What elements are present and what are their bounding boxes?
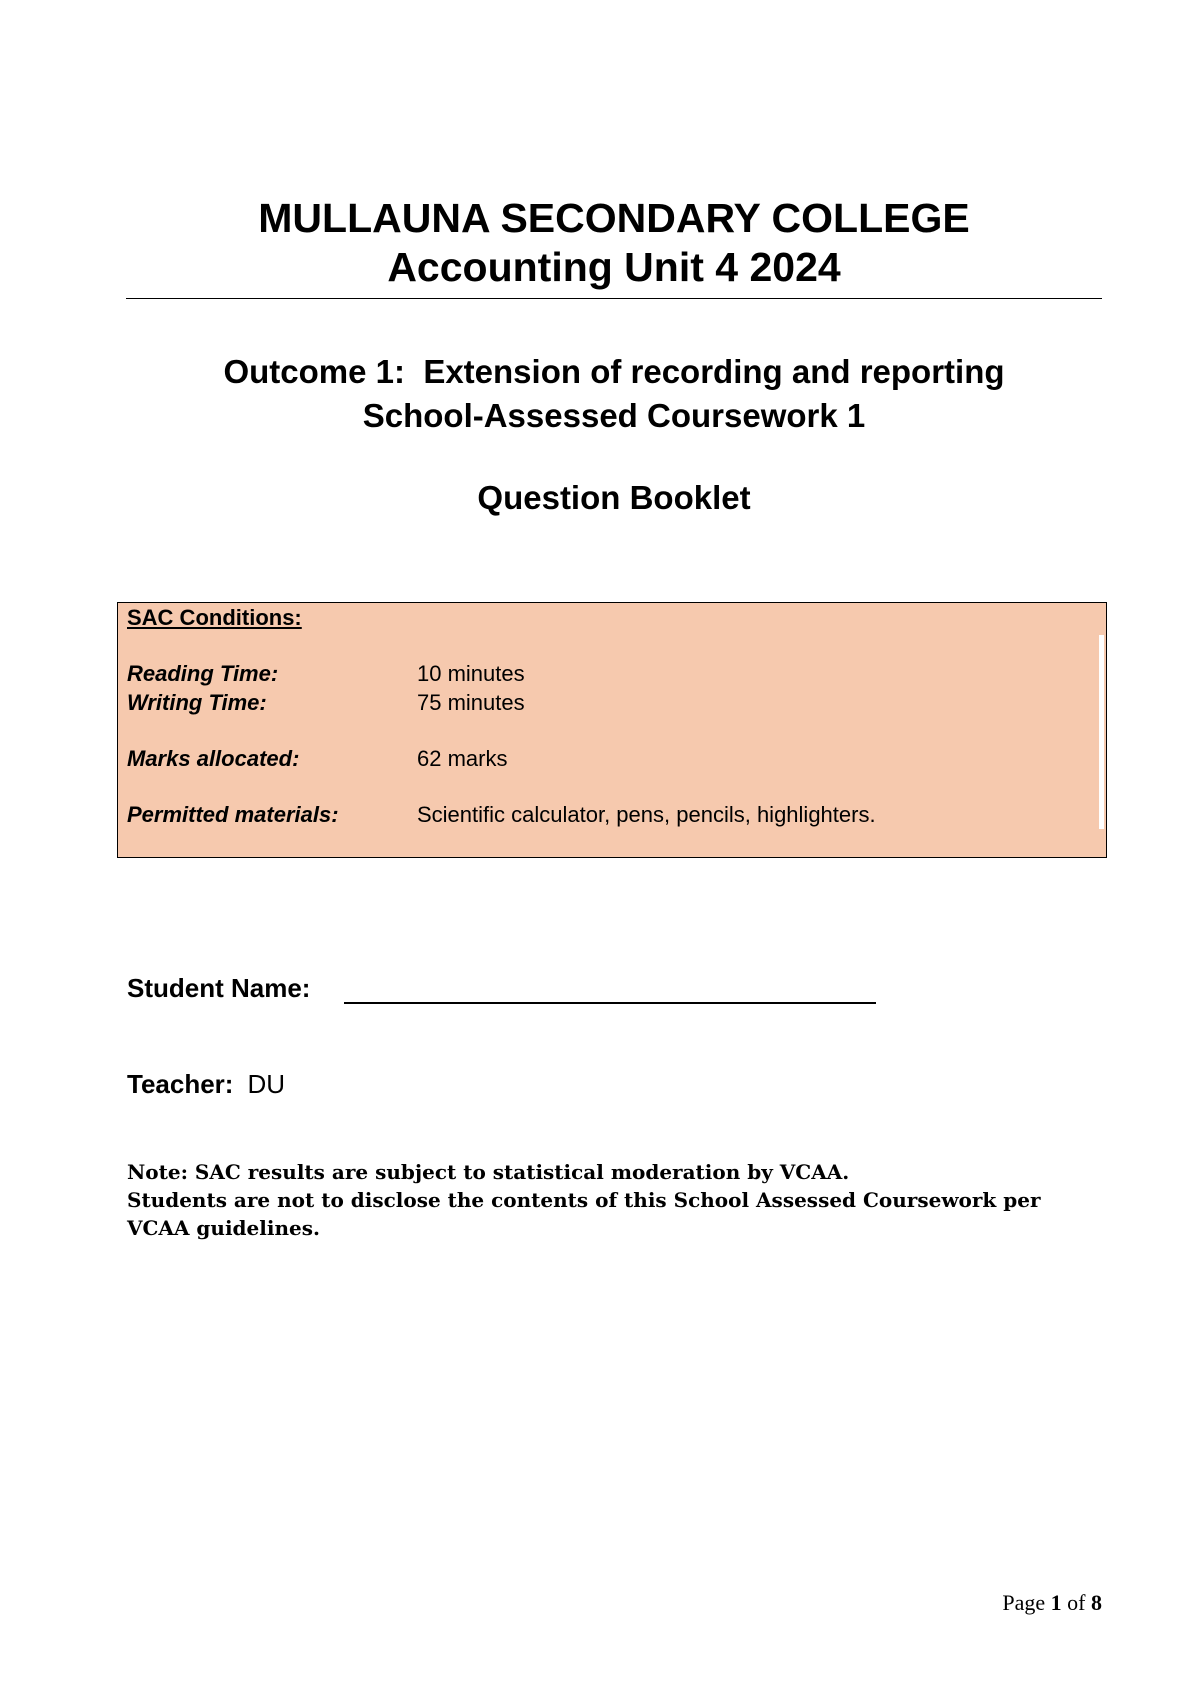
student-name-label: Student Name: — [127, 973, 311, 1003]
box-edge-highlight — [1099, 635, 1104, 829]
moderation-note — [127, 1158, 1057, 1242]
teacher-value: DU — [247, 1069, 286, 1099]
condition-label: Permitted materials: — [127, 802, 339, 827]
outcome-title: Outcome 1: Extension of recording and reporting — [223, 353, 1005, 390]
note-line-moderation: Note: SAC results are subject to statistical moderation by VCAA. — [127, 1160, 850, 1184]
booklet-title: Question Booklet — [477, 479, 751, 516]
subject-title: Accounting Unit 4 2024 — [387, 244, 841, 290]
condition-label: Reading Time: — [127, 661, 279, 686]
of-word: of — [1067, 1590, 1086, 1615]
condition-label: Marks allocated: — [127, 746, 300, 771]
teacher-row — [127, 1068, 285, 1100]
teacher-label: Teacher: — [127, 1069, 234, 1099]
page-footer — [1002, 1590, 1102, 1616]
school-name: MULLAUNA SECONDARY COLLEGE — [258, 195, 970, 241]
note-line-disclosure: Students are not to disclose the contents of this School Assessed Coursework per VCAA guidelines. — [127, 1188, 1041, 1240]
coursework-title: School-Assessed Coursework 1 — [362, 397, 866, 434]
page-number: 1 — [1050, 1590, 1062, 1615]
page-word: Page — [1002, 1590, 1046, 1615]
title-divider — [126, 298, 1102, 299]
page-total: 8 — [1091, 1590, 1102, 1615]
conditions-heading: SAC Conditions: — [127, 605, 302, 630]
title-block — [126, 194, 1102, 292]
condition-value: 62 marks — [417, 746, 508, 771]
condition-value: 10 minutes — [417, 661, 525, 686]
outcome-block — [126, 350, 1102, 438]
condition-label: Writing Time: — [127, 690, 267, 715]
condition-value: Scientific calculator, pens, pencils, highlighters. — [417, 802, 876, 827]
student-name-field[interactable] — [344, 1002, 876, 1004]
condition-value: 75 minutes — [417, 690, 525, 715]
